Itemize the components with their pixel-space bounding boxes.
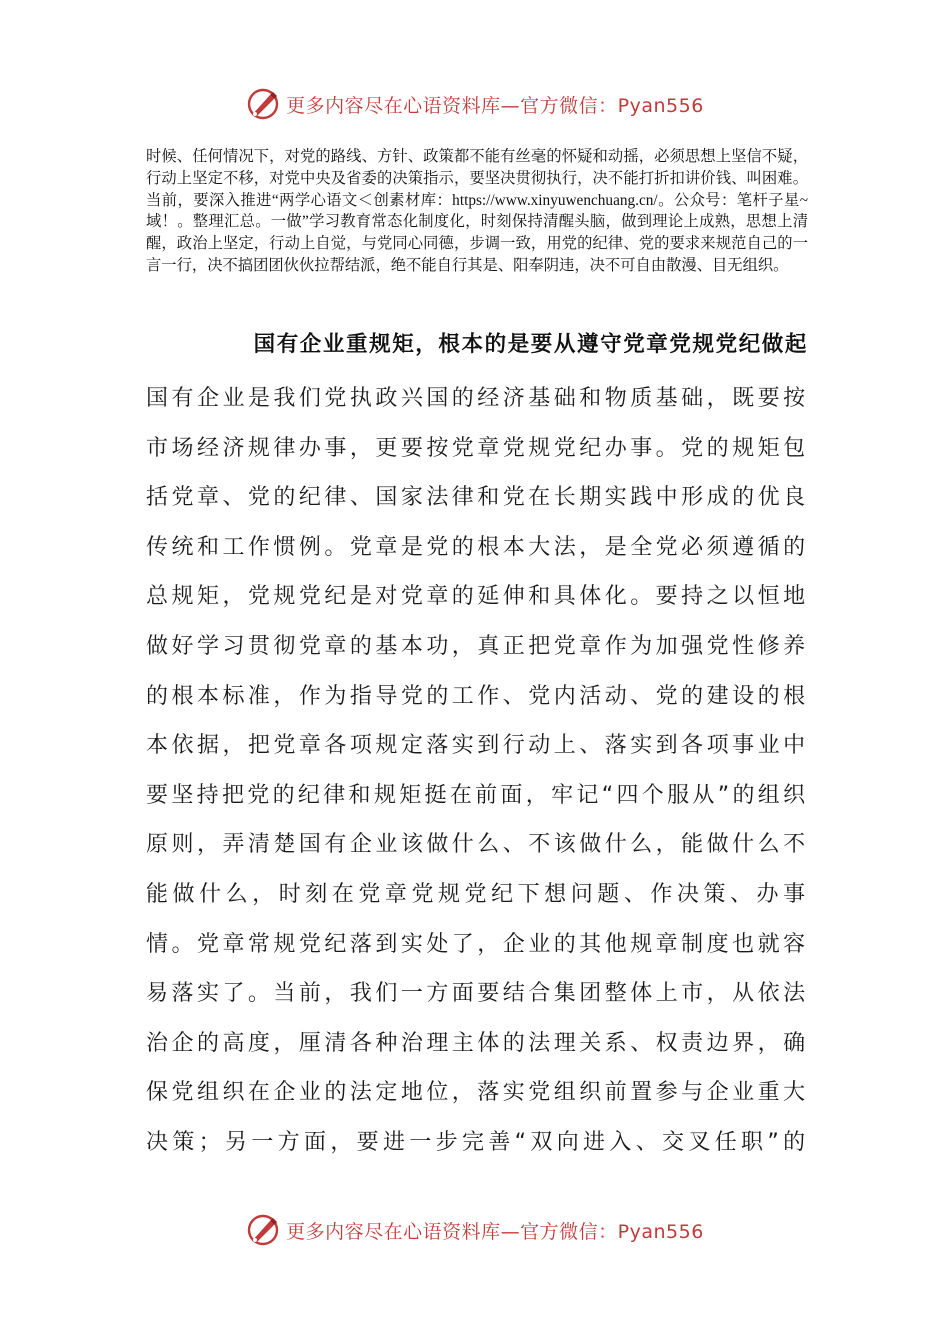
footer-banner-text: 更多内容尽在心语资料库—官方微信：Pyan556	[286, 1220, 704, 1243]
footer-banner	[0, 1210, 950, 1250]
pen-logo-icon	[246, 87, 280, 121]
section-heading: 国有企业重规矩，根本的是要从遵守党章党规党纪做起	[253, 332, 808, 357]
intro-paragraph: 时候、任何情况下，对党的路线、方针、政策都不能有丝毫的怀疑和动摇，必须思想上坚信不疑，行动上坚定不移，对党中央及省委的决策指示，要坚决贯彻执行，决不能打折扣讲价钱、叫困难。当前，要深入推进“两学心语文＜创素材库：https://www.xinyuwenchuang.cn/。公众号：笔杆子星~域！。整理汇总。一做”学习教育常态化制度化，时刻保持清醒头脑，做到理论上成熟，思想上清醒，政治上坚定，行动上自觉，与党同心同德，步调一致，用党的纪律、党的要求来规范自己的一言一行，决不搞团团伙伙拉帮结派，绝不能自行其是、阳奉阴违，决不可自由散漫、目无组织。	[146, 148, 808, 274]
header-banner-text: 更多内容尽在心语资料库—官方微信：Pyan556	[286, 94, 704, 117]
pen-logo-icon	[246, 1213, 280, 1247]
body-paragraph: 国有企业是我们党执政兴国的经济基础和物质基础，既要按市场经济规律办事，更要按党章党规党纪办事。党的规矩包括党章、党的纪律、国家法律和党在长期实践中形成的优良传统和工作惯例。党章是党的根本大法，是全党必须遵循的总规矩，党规党纪是对党章的延伸和具体化。要持之以恒地做好学习贯彻党章的基本功，真正把党章作为加强党性修养的根本标准，作为指导党的工作、党内活动、党的建设的根本依据，把党章各项规定落实到行动上、落实到各项事业中要坚持把党的纪律和规矩挺在前面，牢记“四个服从”的组织原则，弄清楚国有企业该做什么、不该做什么，能做什么不能做什么，时刻在党章党规党纪下想问题、作决策、办事情。党章常规党纪落到实处了，企业的其他规章制度也就容易落实了。当前，我们一方面要结合集团整体上市，从依法治企的高度，厘清各种治理主体的法理关系、权责边界，确保党组织在企业的法定地位，落实党组织前置参与企业重大决策；另一方面，要进一步完善“双向进入、交叉任职”的	[146, 386, 808, 1155]
header-banner	[0, 84, 950, 124]
